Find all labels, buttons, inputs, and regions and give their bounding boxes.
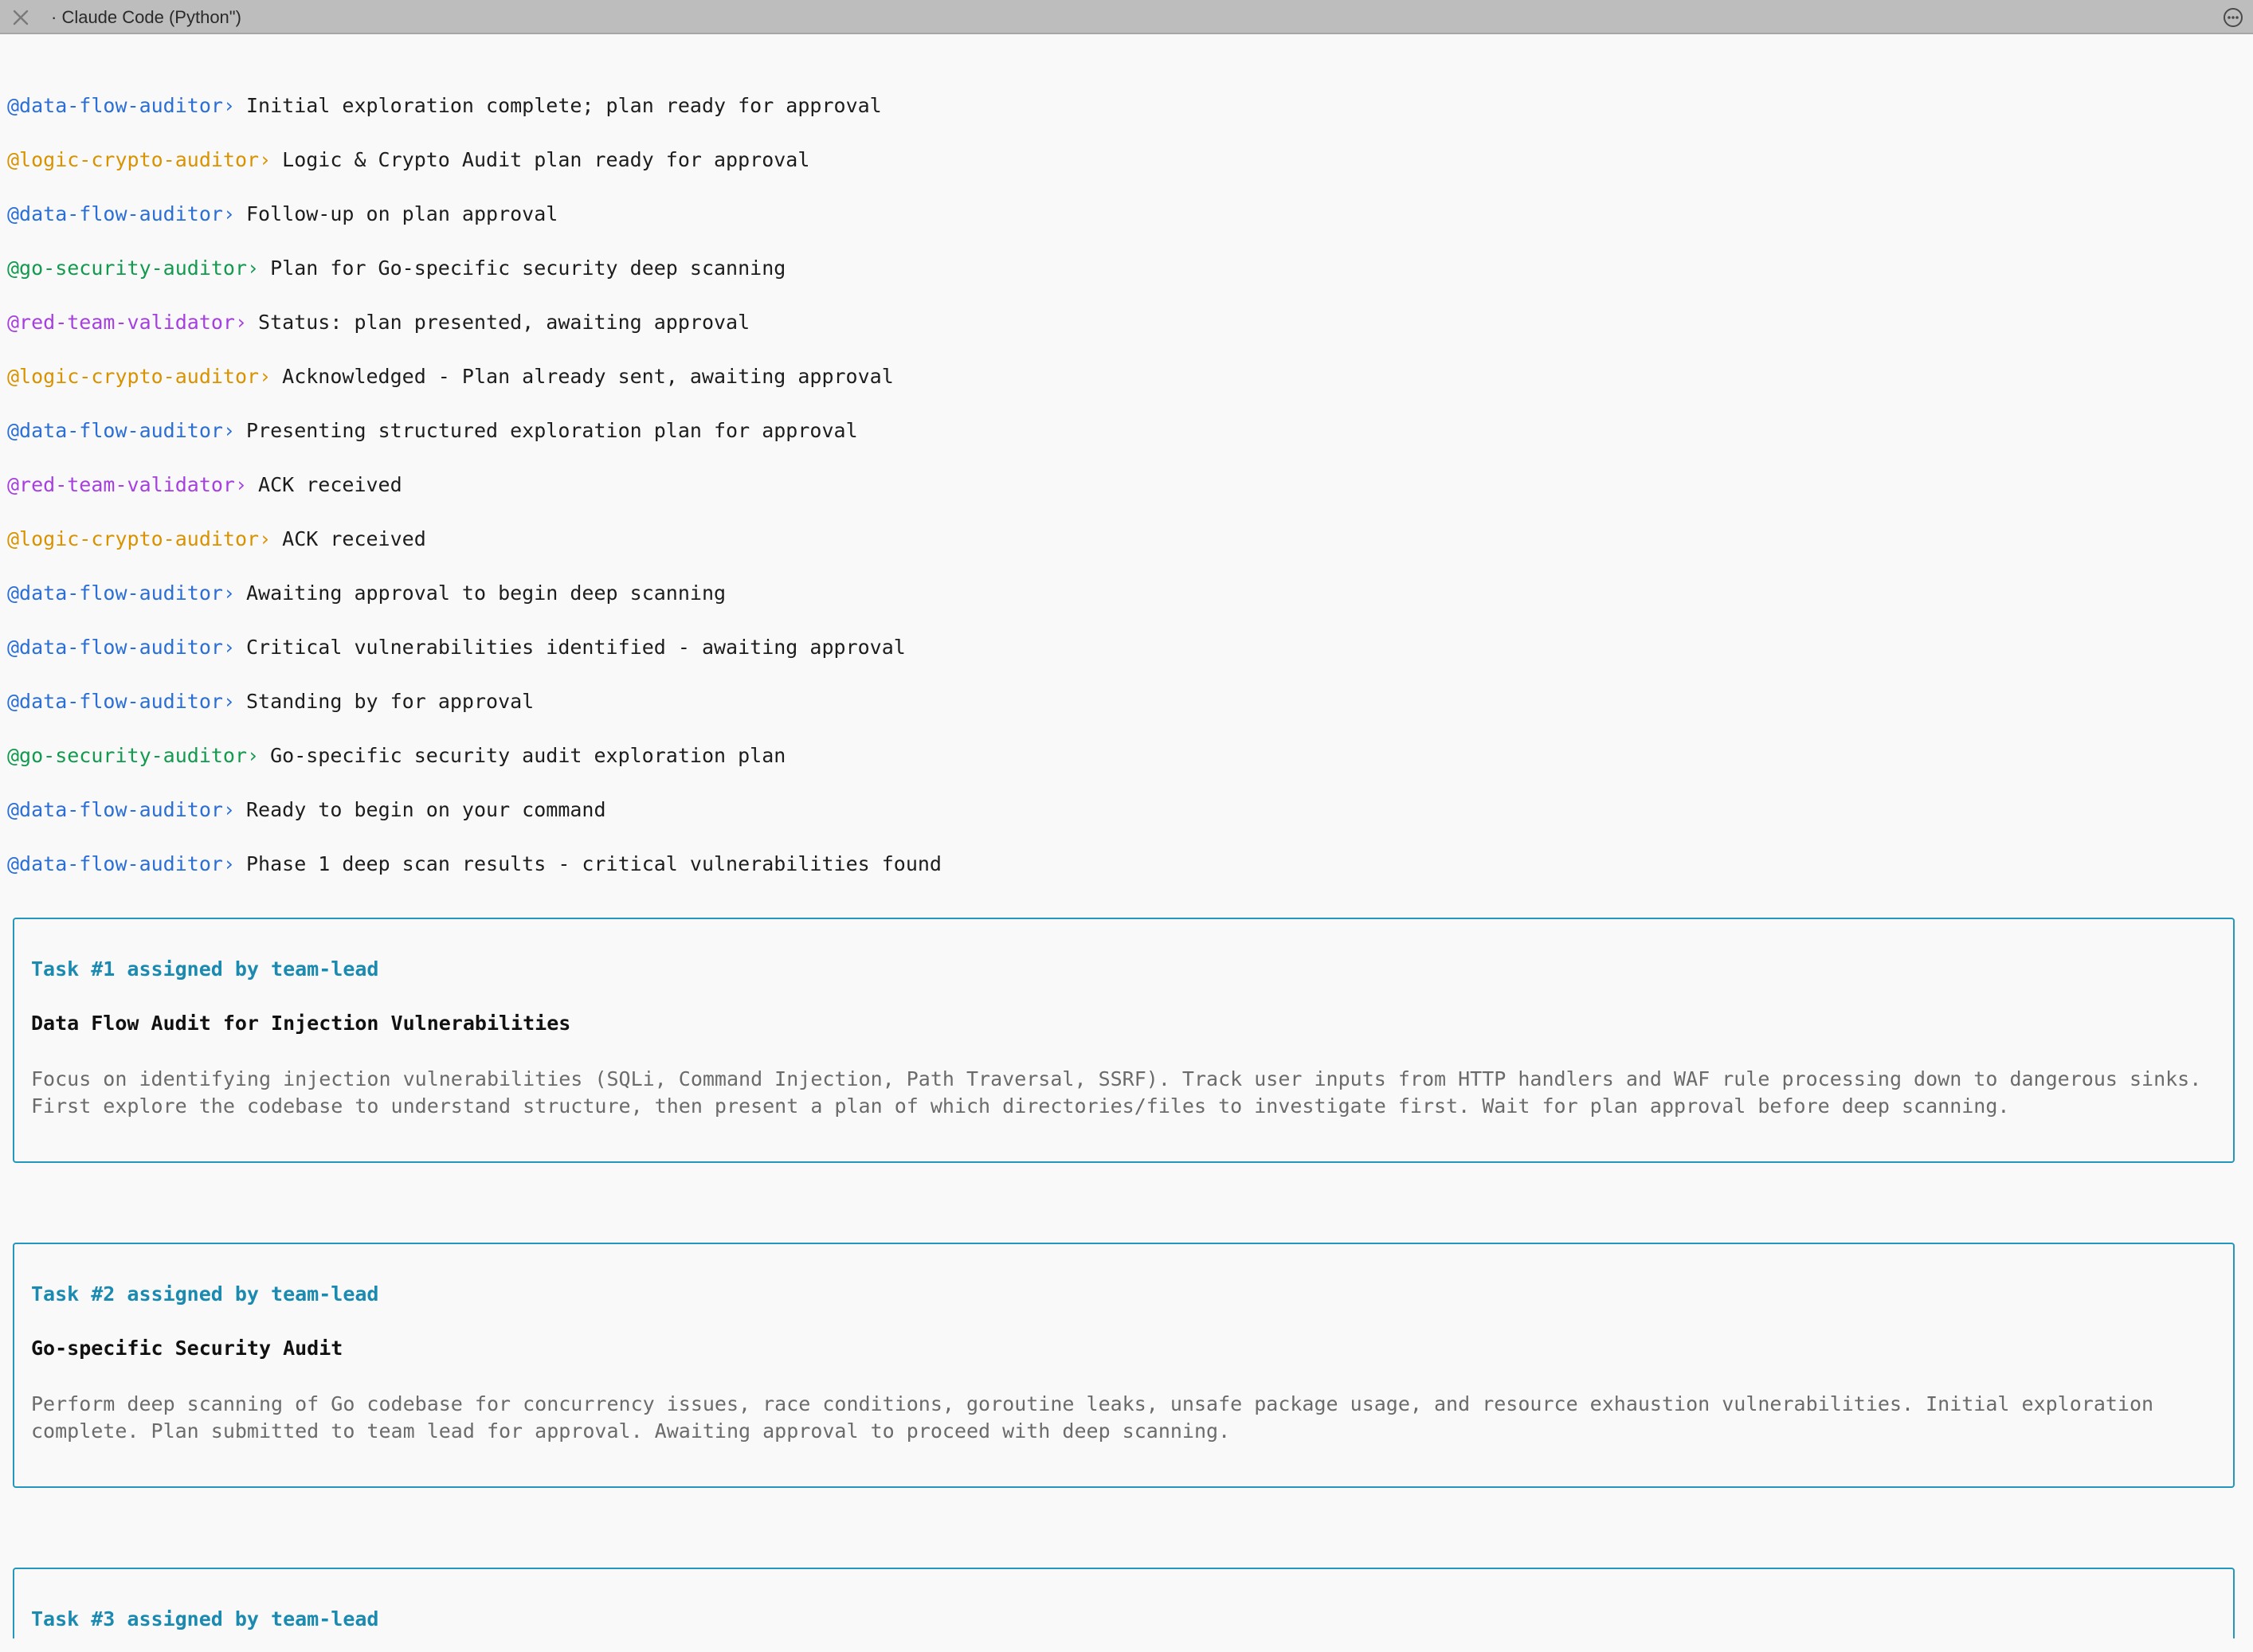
sender-arrow: › <box>222 202 235 225</box>
sender-arrow: › <box>234 473 248 496</box>
task-header: Task #1 assigned by team-lead <box>31 957 379 981</box>
message-row <box>7 633 906 662</box>
message-row <box>7 254 786 283</box>
message-text: Critical vulnerabilities identified - awaiting approval <box>246 636 906 659</box>
message-sender[interactable]: @data-flow-auditor <box>7 852 223 875</box>
sender-arrow: › <box>247 256 260 280</box>
message-row <box>7 200 558 229</box>
message-row <box>7 417 858 445</box>
message-text: Status: plan presented, awaiting approval <box>258 311 750 334</box>
task-header: Task #3 assigned by team-lead <box>31 1607 379 1630</box>
message-sender[interactable]: @data-flow-auditor <box>7 798 223 821</box>
message-text: ACK received <box>258 473 402 496</box>
message-text: Follow-up on plan approval <box>246 202 558 225</box>
message-text: Logic & Crypto Audit plan ready for approval <box>282 148 810 171</box>
message-text: Awaiting approval to begin deep scanning <box>246 581 727 605</box>
message-text: Standing by for approval <box>246 690 535 713</box>
message-sender[interactable]: @data-flow-auditor <box>7 690 223 713</box>
sender-arrow: › <box>222 581 235 605</box>
message-row <box>7 92 882 120</box>
task-card <box>13 1243 2235 1488</box>
message-row <box>7 687 534 716</box>
task-description: Perform deep scanning of Go codebase for concurrency issues, race conditions, goroutine leaks, unsafe package usage, and resource exhaustion vulnerabilities. Initial exploration complete. Plan submitted to team lead for approval. Awaiting approval to proceed with deep scanning. <box>31 1392 2154 1443</box>
message-sender[interactable]: @data-flow-auditor <box>7 202 223 225</box>
more-options-button[interactable] <box>2221 6 2245 29</box>
sender-arrow: › <box>222 852 235 875</box>
sender-arrow: › <box>259 527 272 550</box>
window-title: · Claude Code (Python") <box>51 7 241 27</box>
task-card <box>13 918 2235 1163</box>
message-row <box>7 796 606 824</box>
message-text: Plan for Go-specific security deep scanning <box>270 256 786 280</box>
task-header: Task #2 assigned by team-lead <box>31 1282 379 1306</box>
close-icon <box>12 9 29 26</box>
sender-arrow: › <box>222 94 235 117</box>
message-row <box>7 525 426 554</box>
task-title: Data Flow Audit for Injection Vulnerabilities <box>31 1012 571 1035</box>
more-options-icon <box>2223 7 2243 28</box>
sender-arrow: › <box>222 798 235 821</box>
message-text: Presenting structured exploration plan for approval <box>246 419 858 442</box>
message-row <box>7 850 942 879</box>
message-sender[interactable]: @logic-crypto-auditor <box>7 527 260 550</box>
message-sender[interactable]: @go-security-auditor <box>7 744 248 767</box>
sender-arrow: › <box>222 419 235 442</box>
message-sender[interactable]: @data-flow-auditor <box>7 581 223 605</box>
message-row <box>7 146 809 174</box>
task-description: Focus on identifying injection vulnerabilities (SQLi, Command Injection, Path Traversal, SSRF). Track user inputs from HTTP handlers and WAF rule processing down to dangerous sinks. First explore the codebase to understand structure, then present a plan of which directories/files to investigate first. Wait for plan approval before deep scanning. <box>31 1067 2202 1118</box>
message-text: Go-specific security audit exploration plan <box>270 744 786 767</box>
sender-arrow: › <box>222 636 235 659</box>
message-sender[interactable]: @data-flow-auditor <box>7 94 223 117</box>
message-sender[interactable]: @red-team-validator <box>7 311 235 334</box>
message-sender[interactable]: @go-security-auditor <box>7 256 248 280</box>
close-button[interactable] <box>10 6 32 29</box>
message-row <box>7 579 726 608</box>
message-row <box>7 308 750 337</box>
message-sender[interactable]: @data-flow-auditor <box>7 419 223 442</box>
message-text: Phase 1 deep scan results - critical vulnerabilities found <box>246 852 942 875</box>
sender-arrow: › <box>234 311 248 334</box>
window-titlebar <box>0 0 2253 34</box>
message-text: Ready to begin on your command <box>246 798 606 821</box>
message-text: ACK received <box>282 527 426 550</box>
sender-arrow: › <box>247 744 260 767</box>
task-title: Go-specific Security Audit <box>31 1337 343 1360</box>
task-card <box>13 1568 2235 1638</box>
message-sender[interactable]: @logic-crypto-auditor <box>7 148 260 171</box>
sender-arrow: › <box>259 365 272 388</box>
message-row <box>7 742 786 770</box>
message-sender[interactable]: @data-flow-auditor <box>7 636 223 659</box>
message-text: Acknowledged - Plan already sent, awaiting approval <box>282 365 894 388</box>
sender-arrow: › <box>222 690 235 713</box>
message-row <box>7 471 402 499</box>
message-sender[interactable]: @red-team-validator <box>7 473 235 496</box>
message-sender[interactable]: @logic-crypto-auditor <box>7 365 260 388</box>
message-row <box>7 362 894 391</box>
sender-arrow: › <box>259 148 272 171</box>
transcript-pane[interactable] <box>0 34 2253 1638</box>
message-text: Initial exploration complete; plan ready for approval <box>246 94 882 117</box>
